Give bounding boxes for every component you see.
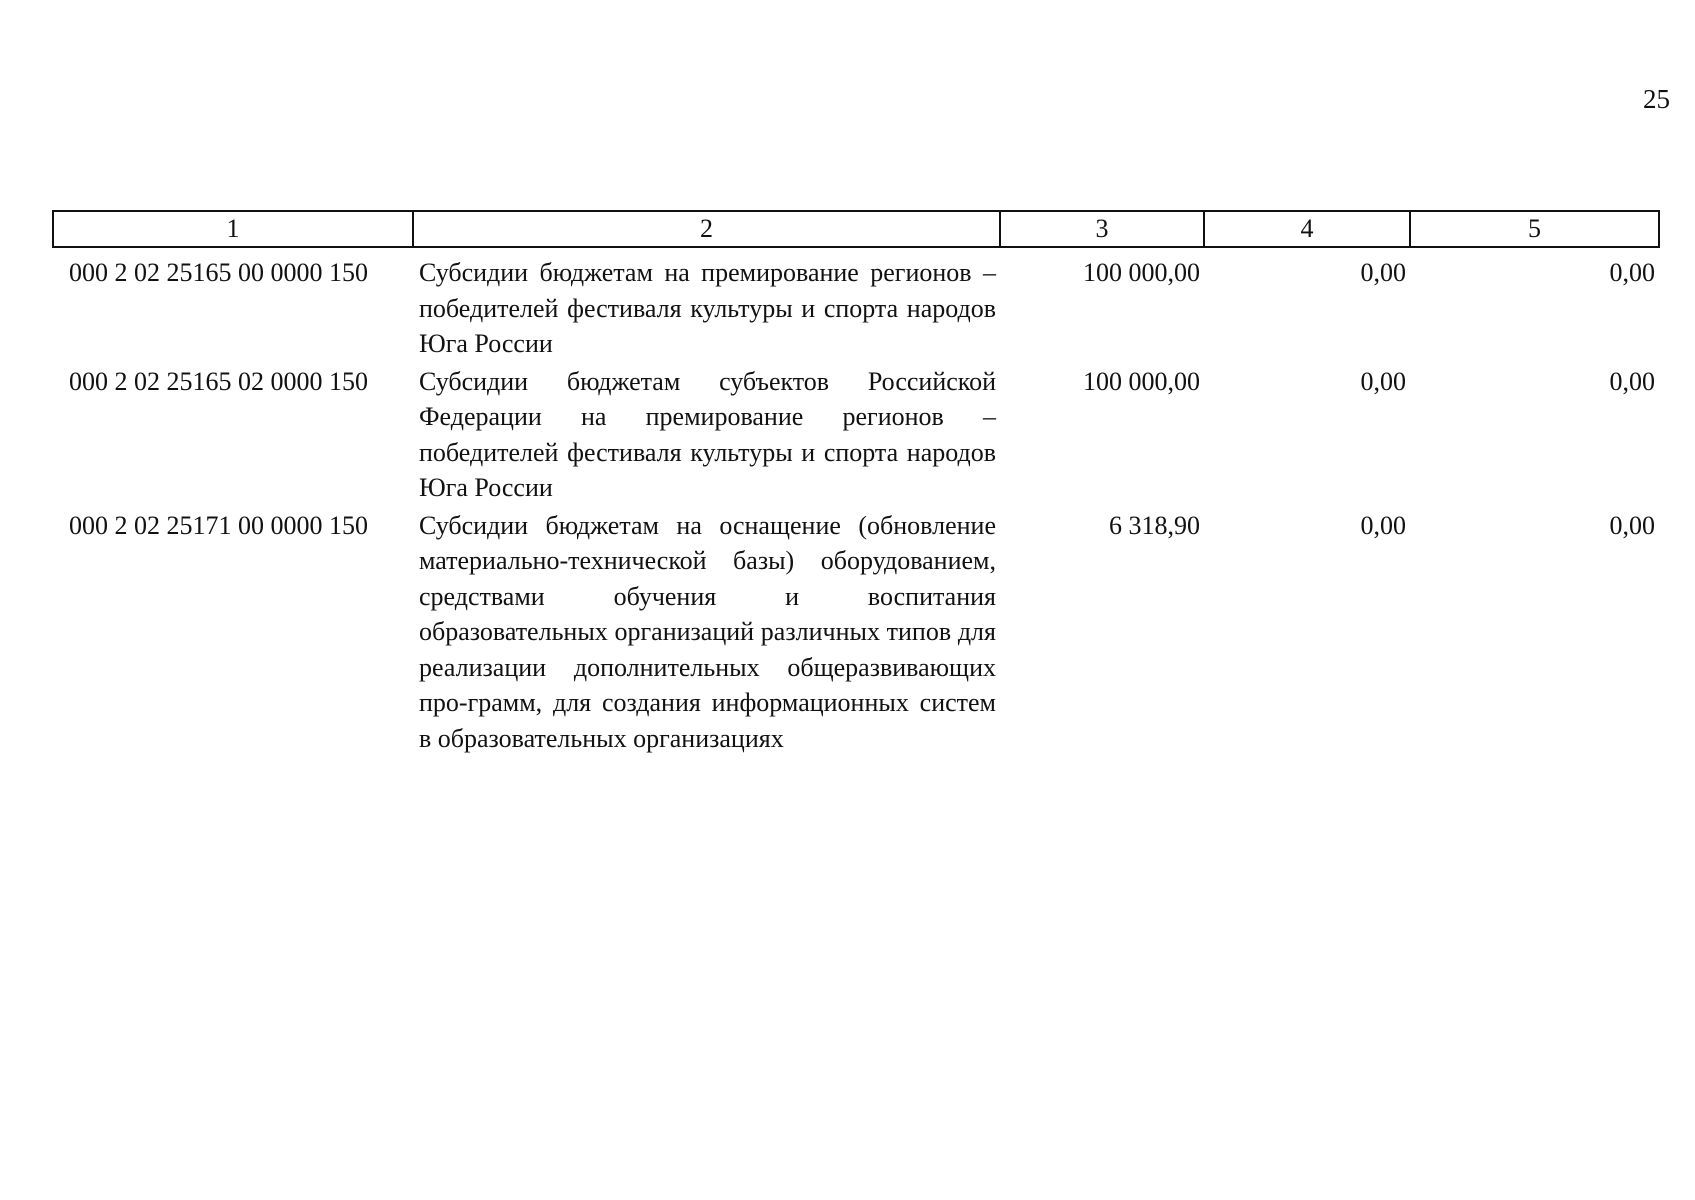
amount-col4: 0,00 — [1360, 366, 1406, 396]
amount-col3: 100 000,00 — [1083, 258, 1200, 287]
revenue-name: Субсидии бюджетам на премирование регионов – победителей фестиваля культуры и спорта народов Юга России — [419, 258, 996, 358]
amount-col5: 0,00 — [1609, 258, 1655, 287]
amount-col5: 0,00 — [1609, 366, 1655, 396]
budget-code: 000 2 02 25171 00 0000 150 — [69, 510, 368, 540]
column-header-1: 1 — [53, 211, 413, 247]
amount-col4: 0,00 — [1360, 258, 1406, 287]
table-row — [53, 362, 1659, 506]
amount-col5: 0,00 — [1609, 510, 1655, 540]
budget-revenue-table — [52, 210, 1660, 756]
column-header-2: 2 — [413, 211, 1000, 247]
page-number: 25 — [1643, 84, 1670, 114]
table-row — [53, 253, 1659, 362]
column-header-5: 5 — [1410, 211, 1659, 247]
column-header-3: 3 — [1000, 211, 1204, 247]
column-number-header-row — [53, 211, 1659, 247]
amount-col3: 100 000,00 — [1083, 366, 1200, 396]
revenue-name: Субсидии бюджетам субъектов Российской Федерации на премирование регионов – победителей фестиваля культуры и спорта народов Юга России — [419, 366, 996, 502]
column-header-4: 4 — [1204, 211, 1410, 247]
table-row — [53, 506, 1659, 757]
amount-col4: 0,00 — [1360, 510, 1406, 540]
budget-code: 000 2 02 25165 00 0000 150 — [69, 258, 368, 287]
budget-code: 000 2 02 25165 02 0000 150 — [69, 366, 368, 396]
revenue-name: Субсидии бюджетам на оснащение (обновление материально-технической базы) оборудованием, средствами обучения и воспитания образовательных организаций различных типов для реализации дополнительных общеразвивающих про-грамм, для создания информационных систем в образовательных организациях — [419, 510, 996, 753]
amount-col3: 6 318,90 — [1109, 510, 1200, 540]
